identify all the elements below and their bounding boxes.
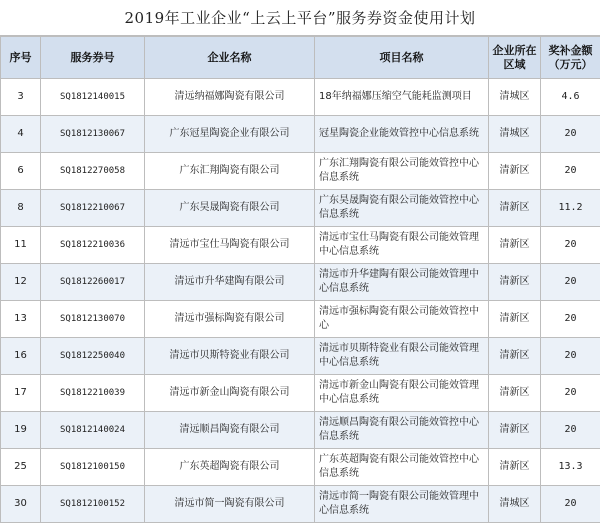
table-row — [1, 412, 600, 449]
table-row — [1, 264, 600, 301]
cell-area: 清新区 — [489, 227, 541, 264]
header-area: 企业所在区域 — [489, 37, 541, 79]
cell-project: 清远市新金山陶瓷有限公司能效管理中心信息系统 — [315, 375, 489, 412]
cell-code: SQ1812270058 — [41, 153, 145, 190]
cell-enterprise: 广东汇翔陶瓷有限公司 — [145, 153, 315, 190]
cell-code: SQ1812250040 — [41, 338, 145, 375]
cell-enterprise: 清远顺昌陶瓷有限公司 — [145, 412, 315, 449]
cell-amount: 11.2 — [541, 190, 600, 227]
cell-amount: 20 — [541, 338, 600, 375]
cell-area: 清新区 — [489, 264, 541, 301]
cell-amount: 20 — [541, 375, 600, 412]
cell-code: SQ1812130067 — [41, 116, 145, 153]
header-amount: 奖补金额（万元） — [541, 37, 600, 79]
table-row — [1, 116, 600, 153]
cell-amount: 20 — [541, 227, 600, 264]
cell-project: 冠星陶瓷企业能效管控中心信息系统 — [315, 116, 489, 153]
cell-project: 清远市简一陶瓷有限公司能效管理中心信息系统 — [315, 486, 489, 523]
table-header-row — [1, 37, 600, 79]
cell-area: 清城区 — [489, 486, 541, 523]
cell-enterprise: 清远市强标陶瓷有限公司 — [145, 301, 315, 338]
cell-no: 6 — [1, 153, 41, 190]
cell-area: 清新区 — [489, 338, 541, 375]
cell-project: 清远市升华建陶有限公司能效管理中心信息系统 — [315, 264, 489, 301]
cell-area: 清新区 — [489, 153, 541, 190]
cell-project: 广东昊晟陶瓷有限公司能效管控中心信息系统 — [315, 190, 489, 227]
cell-area: 清城区 — [489, 116, 541, 153]
cell-no: 3 — [1, 79, 41, 116]
cell-enterprise: 清远市简一陶瓷有限公司 — [145, 486, 315, 523]
table-row — [1, 486, 600, 523]
cell-project: 18年纳福娜压缩空气能耗监测项目 — [315, 79, 489, 116]
cell-no: 17 — [1, 375, 41, 412]
cell-no: 25 — [1, 449, 41, 486]
cell-area: 清新区 — [489, 412, 541, 449]
table-row — [1, 338, 600, 375]
cell-amount: 20 — [541, 486, 600, 523]
funding-table — [0, 36, 600, 523]
cell-no: 19 — [1, 412, 41, 449]
cell-enterprise: 清远市新金山陶瓷有限公司 — [145, 375, 315, 412]
page-title: 2019年工业企业“上云上平台”服务券资金使用计划 — [0, 0, 600, 36]
cell-code: SQ1812100150 — [41, 449, 145, 486]
cell-no: 30 — [1, 486, 41, 523]
cell-code: SQ1812210067 — [41, 190, 145, 227]
cell-project: 广东汇翔陶瓷有限公司能效管控中心信息系统 — [315, 153, 489, 190]
cell-enterprise: 广东昊晟陶瓷有限公司 — [145, 190, 315, 227]
cell-amount: 20 — [541, 264, 600, 301]
table-row — [1, 301, 600, 338]
cell-project: 清远顺昌陶瓷有限公司能效管控中心信息系统 — [315, 412, 489, 449]
header-no: 序号 — [1, 37, 41, 79]
table-row — [1, 79, 600, 116]
header-project: 项目名称 — [315, 37, 489, 79]
cell-enterprise: 清远市贝斯特瓷业有限公司 — [145, 338, 315, 375]
cell-project: 清远市宝仕马陶瓷有限公司能效管理中心信息系统 — [315, 227, 489, 264]
cell-no: 16 — [1, 338, 41, 375]
table-row — [1, 227, 600, 264]
cell-no: 8 — [1, 190, 41, 227]
table-row — [1, 153, 600, 190]
cell-area: 清新区 — [489, 190, 541, 227]
header-code: 服务券号 — [41, 37, 145, 79]
cell-project: 清远市强标陶瓷有限公司能效管控中心 — [315, 301, 489, 338]
cell-amount: 20 — [541, 153, 600, 190]
cell-enterprise: 清远市宝仕马陶瓷有限公司 — [145, 227, 315, 264]
cell-code: SQ1812140015 — [41, 79, 145, 116]
cell-code: SQ1812100152 — [41, 486, 145, 523]
cell-enterprise: 清远纳福娜陶瓷有限公司 — [145, 79, 315, 116]
cell-no: 4 — [1, 116, 41, 153]
cell-project: 清远市贝斯特瓷业有限公司能效管理中心信息系统 — [315, 338, 489, 375]
table-row — [1, 190, 600, 227]
cell-amount: 20 — [541, 412, 600, 449]
cell-code: SQ1812260017 — [41, 264, 145, 301]
table-row — [1, 375, 600, 412]
cell-enterprise: 广东英超陶瓷有限公司 — [145, 449, 315, 486]
cell-code: SQ1812210036 — [41, 227, 145, 264]
cell-no: 12 — [1, 264, 41, 301]
cell-area: 清新区 — [489, 375, 541, 412]
table-row — [1, 449, 600, 486]
cell-project: 广东英超陶瓷有限公司能效管控中心信息系统 — [315, 449, 489, 486]
cell-code: SQ1812210039 — [41, 375, 145, 412]
cell-amount: 4.6 — [541, 79, 600, 116]
cell-amount: 20 — [541, 301, 600, 338]
cell-no: 13 — [1, 301, 41, 338]
header-enterprise: 企业名称 — [145, 37, 315, 79]
cell-enterprise: 清远市升华建陶有限公司 — [145, 264, 315, 301]
cell-area: 清城区 — [489, 79, 541, 116]
cell-enterprise: 广东冠星陶瓷企业有限公司 — [145, 116, 315, 153]
cell-no: 11 — [1, 227, 41, 264]
cell-code: SQ1812140024 — [41, 412, 145, 449]
cell-area: 清新区 — [489, 449, 541, 486]
cell-code: SQ1812130070 — [41, 301, 145, 338]
cell-area: 清新区 — [489, 301, 541, 338]
cell-amount: 20 — [541, 116, 600, 153]
cell-amount: 13.3 — [541, 449, 600, 486]
